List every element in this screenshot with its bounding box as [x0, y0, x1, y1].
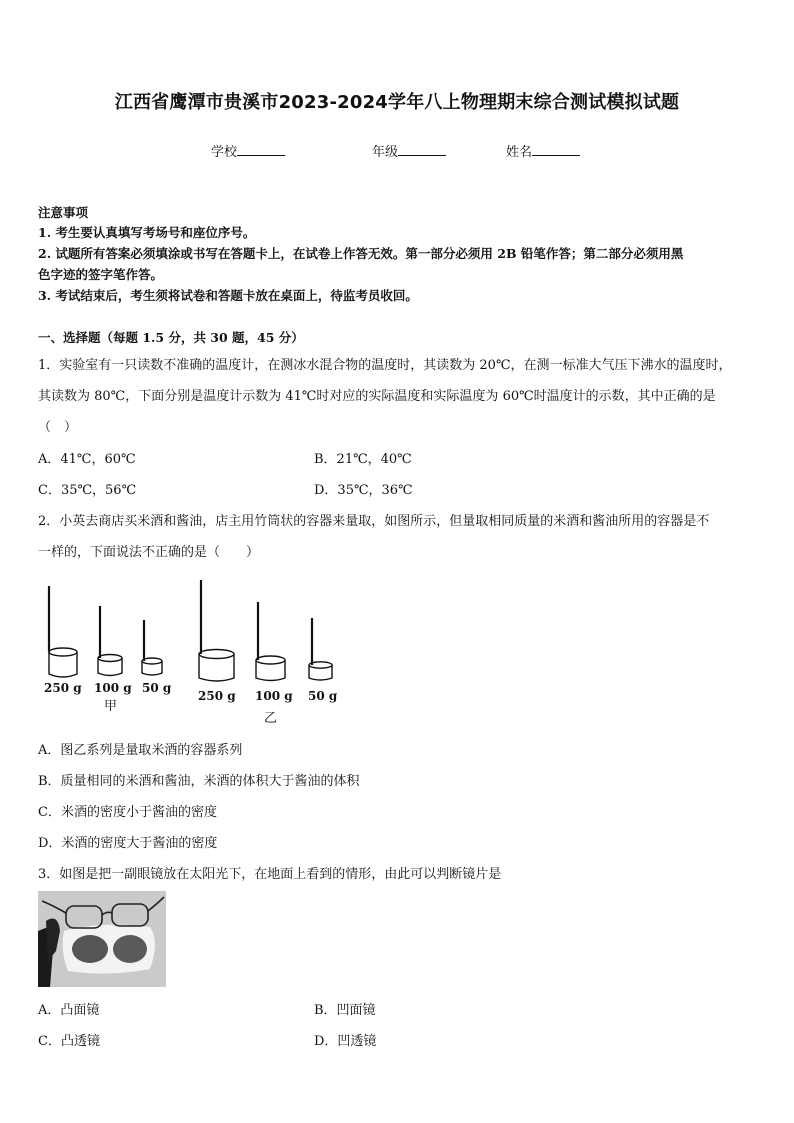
question-line: 2．小英去商店买米酒和酱油，店主用竹筒状的容器来量取，如图所示，但量取相同质量的米酒和酱油所用的容器是不 — [38, 514, 710, 529]
section-heading: 一、选择题（每题 1.5 分，共 30 题，45 分） — [38, 330, 304, 345]
notice-item: 3. 考试结束后，考生须将试卷和答题卡放在桌面上，待监考员收回。 — [38, 288, 418, 303]
yi-label-250: 250 g — [198, 689, 236, 703]
jia-label-100: 100 g — [94, 681, 132, 695]
option-d[interactable]: D．凹透镜 — [314, 1034, 377, 1049]
name-label: 姓名 — [506, 145, 533, 160]
jia-caption: 甲 — [104, 699, 118, 714]
option-b[interactable]: B．21℃，40℃ — [314, 452, 412, 467]
option-a[interactable]: A．凸面镜 — [38, 1003, 100, 1018]
option-d[interactable]: D．米酒的密度大于酱油的密度 — [38, 836, 218, 851]
question-line: 其读数为 80℃，下面分别是温度计示数为 41℃时对应的实际温度和实际温度为 60℃时温度计的示数，其中正确的是 — [38, 389, 716, 404]
school-field[interactable] — [211, 141, 285, 160]
notice-item: 2. 试题所有答案必须填涂或书写在答题卡上，在试卷上作答无效。第一部分必须用 2B 铅笔作答；第二部分必须用黑 — [38, 246, 684, 261]
name-blank[interactable] — [532, 144, 580, 156]
option-b[interactable]: B．质量相同的米酒和酱油，米酒的体积大于酱油的体积 — [38, 774, 360, 789]
school-label: 学校 — [211, 145, 238, 160]
measuring-cups-figure — [36, 574, 346, 726]
option-a[interactable]: A．41℃，60℃ — [38, 452, 136, 467]
option-c[interactable]: C．凸透镜 — [38, 1034, 100, 1049]
exam-title: 江西省鹰潭市贵溪市2023-2024学年八上物理期末综合测试模拟试题 — [114, 92, 680, 113]
notice-item: 1. 考生要认真填写考场号和座位序号。 — [38, 225, 256, 240]
option-c[interactable]: C．米酒的密度小于酱油的密度 — [38, 805, 217, 820]
option-d[interactable]: D．35℃，36℃ — [314, 483, 413, 498]
question-line: 一样的，下面说法不正确的是（ ） — [38, 545, 260, 560]
grade-field[interactable] — [372, 141, 446, 160]
yi-caption: 乙 — [264, 711, 278, 726]
yi-label-50: 50 g — [308, 689, 338, 703]
name-field[interactable] — [506, 141, 580, 160]
jia-label-50: 50 g — [142, 681, 172, 695]
question-line: 3．如图是把一副眼镜放在太阳光下，在地面上看到的情形，由此可以判断镜片是 — [38, 867, 502, 882]
question-line: 1．实验室有一只读数不准确的温度计，在测冰水混合物的温度时，其读数为 20℃，在测一标准大气压下沸水的温度时， — [38, 358, 732, 373]
grade-blank[interactable] — [398, 144, 446, 156]
option-c[interactable]: C．35℃，56℃ — [38, 483, 137, 498]
option-b[interactable]: B．凹面镜 — [314, 1003, 376, 1018]
option-a[interactable]: A．图乙系列是量取米酒的容器系列 — [38, 743, 243, 758]
school-blank[interactable] — [237, 144, 285, 156]
jia-label-250: 250 g — [44, 681, 82, 695]
yi-label-100: 100 g — [255, 689, 293, 703]
grade-label: 年级 — [372, 145, 399, 160]
notice-item: 色字迹的签字笔作答。 — [38, 267, 164, 282]
glasses-shadow-photo — [38, 891, 166, 987]
notice-heading: 注意事项 — [38, 205, 89, 220]
question-line: （ ） — [38, 420, 78, 435]
